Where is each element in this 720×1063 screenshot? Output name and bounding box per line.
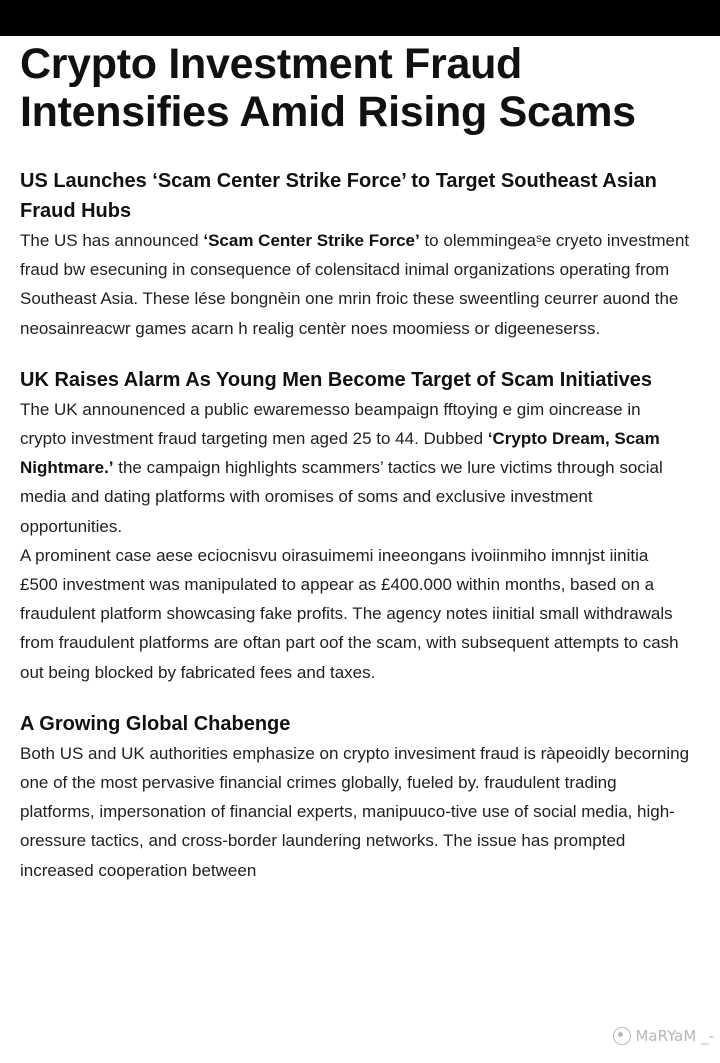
paragraph-text: to olemmingeaˢe cryeto investment fraud bw esecuning in consequence of colensitacd inimal organizations operating from Southeast Asia. These lése bongnèin one mrin froic these sweentling ceurrer auond the neosainreacwr games acarn h realig centèr noes moomiess or digeeneserss.	[20, 231, 690, 338]
article	[20, 36, 690, 885]
section-heading-uk-alarm: UK Raises Alarm As Young Men Become Target of Scam Initiatives	[20, 368, 653, 391]
section-heading-us-strike-force: US Launches ‘Scam Center Strike Force’ to Target Southeast Asian Fraud Hubs	[20, 170, 657, 222]
paragraph-text: A prominent case aese eciocnisvu oirasuimemi ineeongans ivoiinmiho imnnjst iinitia £500 investment was manipulated to appear as £400.000 within months, based on a fraudulent platform showcasing fake profits. The agency notes iinitial small withdrawals from fraudulent platforms are oftan part oof the scam, with subsequent attempts to cash out being blocked by fabricated fees and taxes.	[20, 545, 679, 682]
paragraph-bold-text: ‘Crypto Dream, Scam Nightmare.’	[20, 429, 660, 478]
section-heading-global-challenge: A Growing Global Chabenge	[20, 712, 291, 735]
watermark-text: MaRYaM _-	[635, 1027, 714, 1045]
paragraph-text: the campaign highlights scammers’ tactics we lure victims through social media and dating platforms with oromises of soms and exclusive investment opportunities.	[20, 458, 663, 536]
paragraph-uk-campaign	[20, 395, 690, 541]
status-bar	[0, 0, 720, 36]
paragraph-bold-text: ‘Scam Center Strike Force’	[203, 231, 420, 250]
watermark	[613, 1027, 714, 1045]
paragraph-us-strike-force	[20, 226, 690, 343]
paragraph-text: The US has announced	[20, 231, 204, 250]
paragraph-text: The UK announenced a public ewaremesso beampaign fftoying e gim oincrease in crypto investment fraud targeting men aged 25 to 44. Dubbed	[20, 399, 641, 449]
watermark-icon	[613, 1027, 631, 1045]
paragraph-text: Both US and UK authorities emphasize on crypto invesiment fraud is ràpeoidly becorning one of the most pervasive financial crimes globally, fueled by. fraudulent trading platforms, impersonation of financial experts, manipuuco-tive use of social media, high-oressure tactics, and cross-border laundering networks. The issue has prompted increased cooperation between	[20, 743, 690, 880]
paragraph-prominent-case	[20, 541, 690, 687]
paragraph-global-challenge	[20, 739, 690, 885]
article-headline: Crypto Investment Fraud Intensifies Amid Rising Scams	[20, 40, 636, 136]
